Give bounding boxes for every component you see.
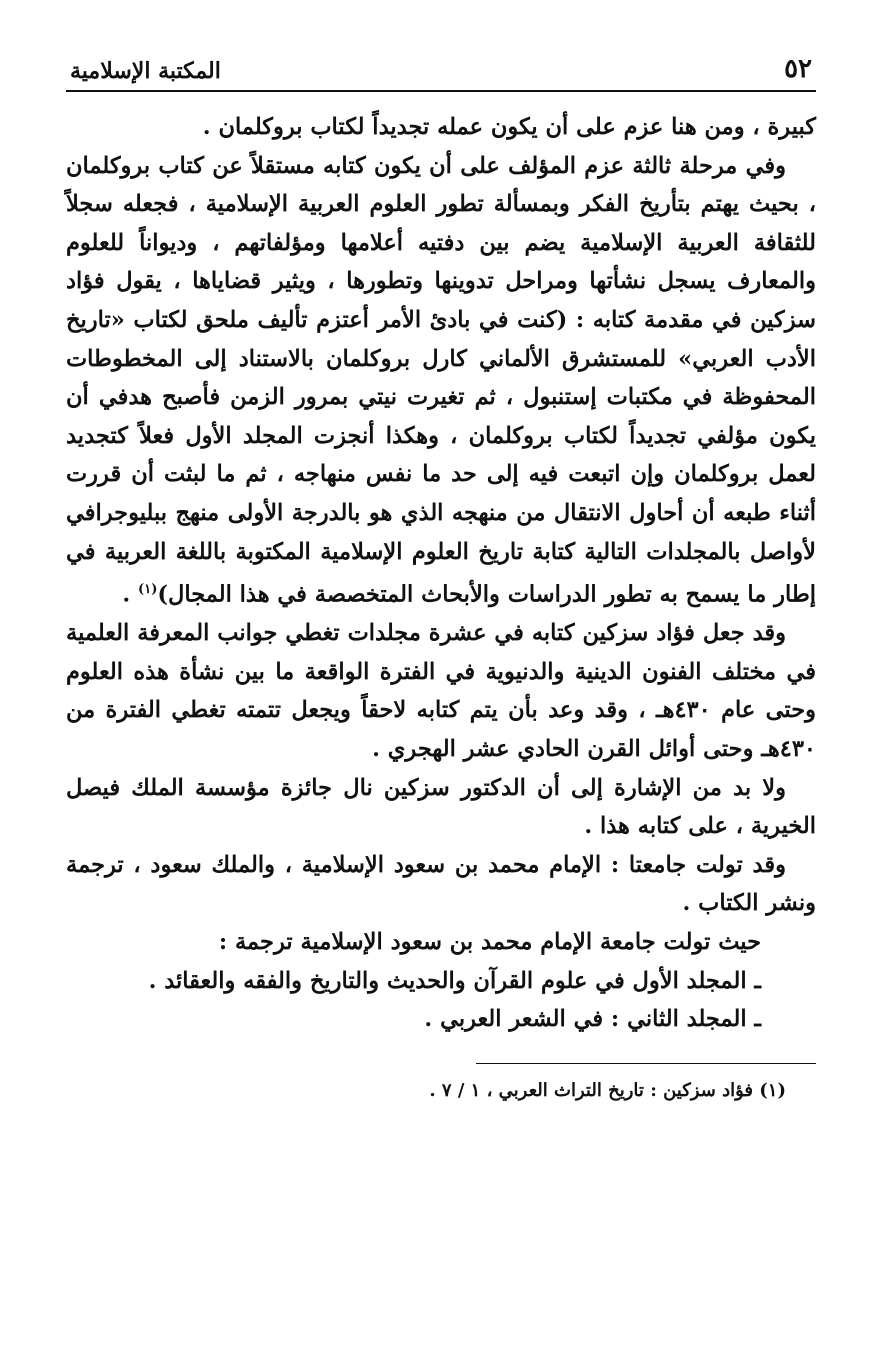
paragraph-end: . (122, 581, 139, 608)
running-header (66, 52, 816, 92)
list-item: ـ المجلد الثاني : في الشعر العربي . (424, 1006, 761, 1033)
paragraph-award: ولا بد من الإشارة إلى أن الدكتور سزكين نال جائزة مؤسسة الملك فيصل الخيرية ، على كتابه هذا . (66, 774, 816, 840)
list-item: ـ المجلد الأول في علوم القرآن والحديث والتاريخ والفقه والعقائد . (148, 967, 761, 994)
paragraph-volumes: وقد جعل فؤاد سزكين كتابه في عشرة مجلدات تغطي جوانب المعرفة العلمية في مختلف الفنون الدينية والدنيوية في الفترة الواقعة ما بين نشأة هذه العلوم وحتى عام ٤٣٠هـ ، وقد وعد بأن يتم كتابه لاحقاً ويجعل تتمته تغطي الفترة من ٤٣٠هـ وحتى أوائل القرن الحادي عشر الهجري . (66, 620, 816, 762)
body-text (66, 108, 816, 1039)
footnote-reference: (١) (138, 582, 158, 598)
paragraph-text: وفي مرحلة ثالثة عزم المؤلف على أن يكون كتابه مستقلاً عن كتاب بروكلمان ، بحيث يهتم بتأريخ الفكر وبمسألة تطور العلوم العربية الإسلامية ، فجعله سجلاً للثقافة العربية الإسلامية يضم بين دفتيه أعلامها ومؤلفاتهم ، وديواناً للعلوم والمعارف يسجل نشأتها ومراحل تدوينها وتطورها ، ويثير قضاياها ، يقول فؤاد سزكين في مقدمة كتابه : (كنت في بادئ الأمر أعتزم تأليف ملحق لكتاب «تاريخ الأدب العربي» للمستشرق الألماني كارل بروكلمان بالاستناد إلى المخطوطات المحفوظة في مكتبات إستنبول ، ثم تغيرت نيتي بمرور الزمن فأصبح هدفي أن يكون مؤلفي تجديداً لكتاب بروكلمان ، وهكذا أنجزت المجلد الأول فعلاً كتجديد لعمل بروكلمان وإن اتبعت فيه إلى حد ما نفس منهاجه ، ثم ما لبثت أن قررت أثناء طبعه أن أحاول الانتقال من منهجه الذي هو بالدرجة الأولى منهج ببليوجرافي لأواصل بالمجلدات التالية كتابة تاريخ العلوم الإسلامية المكتوبة باللغة العربية في إطار ما يسمح به تطور الدراسات والأبحاث المتخصصة في هذا المجال) (66, 152, 816, 608)
paragraph-translation: وقد تولت جامعتا : الإمام محمد بن سعود الإسلامية ، والملك سعود ، ترجمة ونشر الكتاب . (66, 851, 816, 917)
paragraph-sezgin-quote (66, 147, 816, 615)
footnote-divider (476, 1063, 816, 1064)
running-title: المكتبة الإسلامية (70, 58, 221, 84)
footnote: (١) فؤاد سزكين : تاريخ التراث العربي ، ١ / ٧ . (429, 1079, 786, 1101)
book-page (66, 52, 816, 1101)
page-number: ٥٢ (784, 54, 812, 84)
paragraph-continuation: كبيرة ، ومن هنا عزم على أن يكون عمله تجديداً لكتاب بروكلمان . (202, 114, 816, 140)
list-intro: حيث تولت جامعة الإمام محمد بن سعود الإسلامية ترجمة : (218, 928, 761, 955)
